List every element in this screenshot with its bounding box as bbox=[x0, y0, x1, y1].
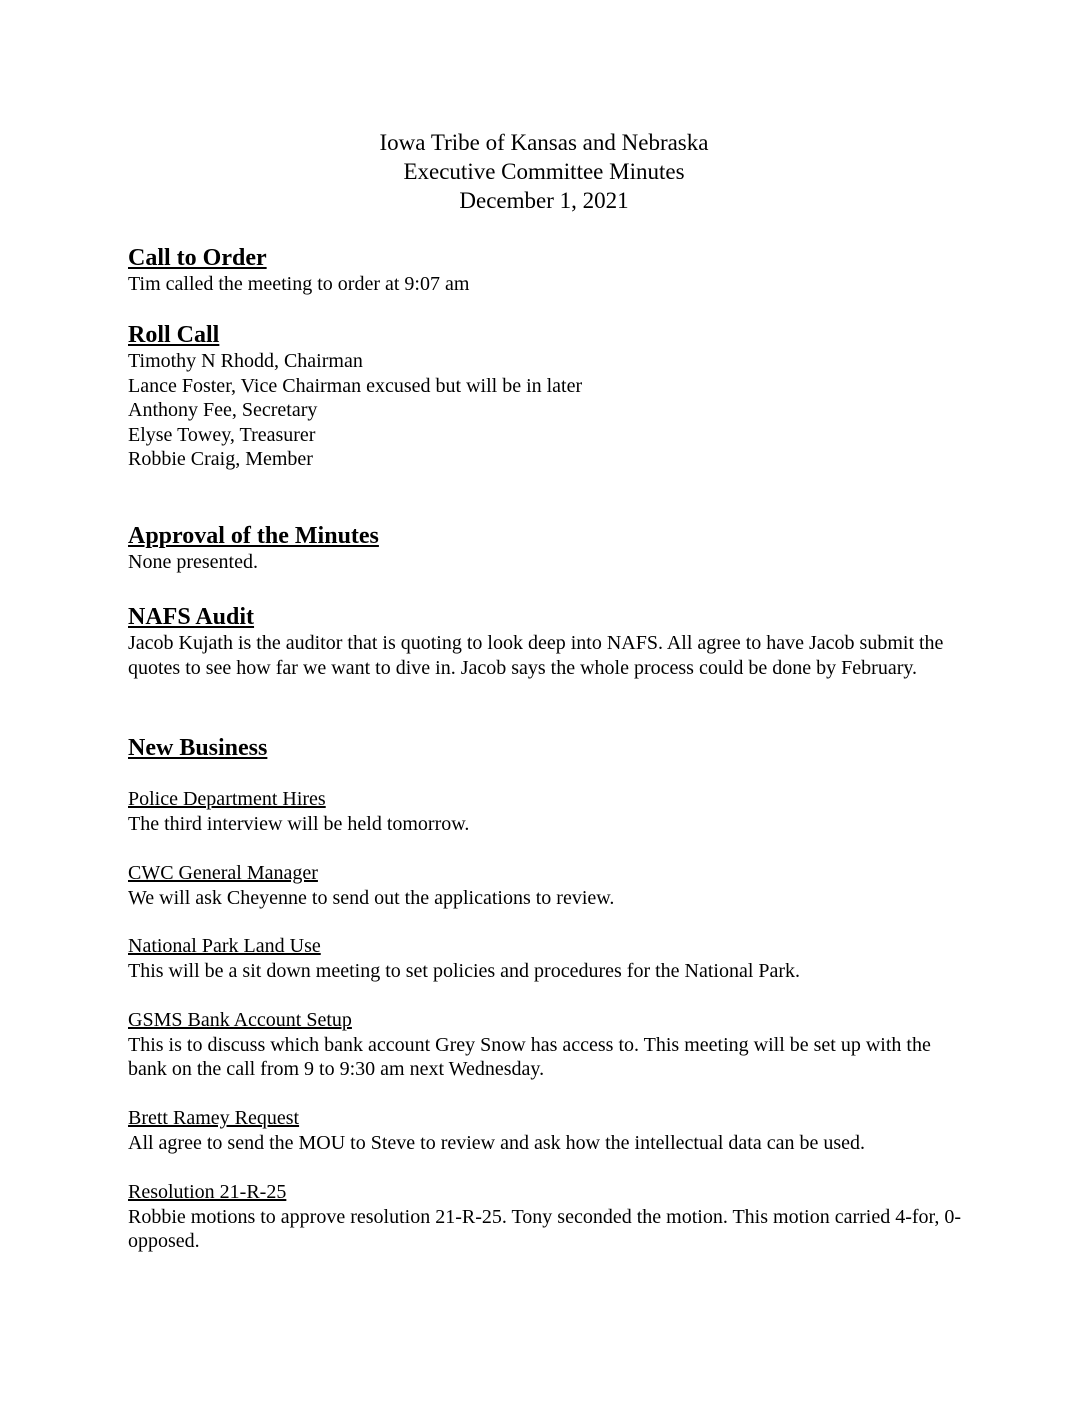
document-title: Executive Committee Minutes bbox=[403, 159, 685, 184]
roll-call-heading: Roll Call bbox=[128, 322, 220, 348]
business-item bbox=[128, 1180, 968, 1254]
new-business-heading: New Business bbox=[128, 735, 268, 761]
business-item-title: Police Department Hires bbox=[128, 788, 326, 810]
new-business-section bbox=[128, 734, 968, 762]
business-item-title: GSMS Bank Account Setup bbox=[128, 1009, 352, 1031]
organization-name: Iowa Tribe of Kansas and Nebraska bbox=[379, 130, 709, 155]
business-item bbox=[128, 861, 968, 910]
call-to-order-text: Tim called the meeting to order at 9:07 am bbox=[128, 273, 470, 295]
business-item-title: Resolution 21-R-25 bbox=[128, 1181, 287, 1203]
roll-call-member: Elyse Towey, Treasurer bbox=[128, 423, 316, 446]
business-item-title: National Park Land Use bbox=[128, 935, 321, 957]
business-item-title: Brett Ramey Request bbox=[128, 1107, 300, 1129]
approval-text: None presented. bbox=[128, 551, 258, 573]
nafs-audit-section bbox=[128, 603, 968, 680]
business-item-title: CWC General Manager bbox=[128, 862, 318, 884]
business-item-text: This will be a sit down meeting to set policies and procedures for the National Park. bbox=[128, 959, 801, 982]
business-item-text: All agree to send the MOU to Steve to review and ask how the intellectual data can be used. bbox=[128, 1131, 865, 1154]
call-to-order-section bbox=[128, 244, 968, 297]
business-item bbox=[128, 787, 968, 836]
meeting-date: December 1, 2021 bbox=[459, 188, 629, 213]
business-item-text: We will ask Cheyenne to send out the applications to review. bbox=[128, 886, 615, 909]
document-header bbox=[0, 128, 1088, 215]
approval-heading: Approval of the Minutes bbox=[128, 523, 379, 549]
business-item-text: This is to discuss which bank account Grey Snow has access to. This meeting will be set up with the bank on the call from 9 to 9:30 am next Wednesday. bbox=[128, 1033, 931, 1080]
roll-call-member: Robbie Craig, Member bbox=[128, 448, 313, 470]
approval-section bbox=[128, 522, 968, 575]
business-item-text: The third interview will be held tomorrow. bbox=[128, 812, 470, 835]
roll-call-section bbox=[128, 321, 968, 472]
roll-call-member: Lance Foster, Vice Chairman excused but will be in later bbox=[128, 374, 583, 397]
roll-call-member: Anthony Fee, Secretary bbox=[128, 399, 318, 421]
business-item bbox=[128, 934, 968, 983]
roll-call-member: Timothy N Rhodd, Chairman bbox=[128, 350, 363, 372]
business-item bbox=[128, 1008, 968, 1082]
business-item bbox=[128, 1106, 968, 1155]
call-to-order-heading: Call to Order bbox=[128, 245, 267, 271]
business-item-text: Robbie motions to approve resolution 21-R-25. Tony seconded the motion. This motion carried 4-for, 0-opposed. bbox=[128, 1205, 962, 1252]
nafs-audit-text: Jacob Kujath is the auditor that is quoting to look deep into NAFS. All agree to have Jacob submit the quotes to see how far we want to dive in. Jacob says the whole process could be done by February. bbox=[128, 632, 944, 679]
nafs-audit-heading: NAFS Audit bbox=[128, 604, 255, 630]
